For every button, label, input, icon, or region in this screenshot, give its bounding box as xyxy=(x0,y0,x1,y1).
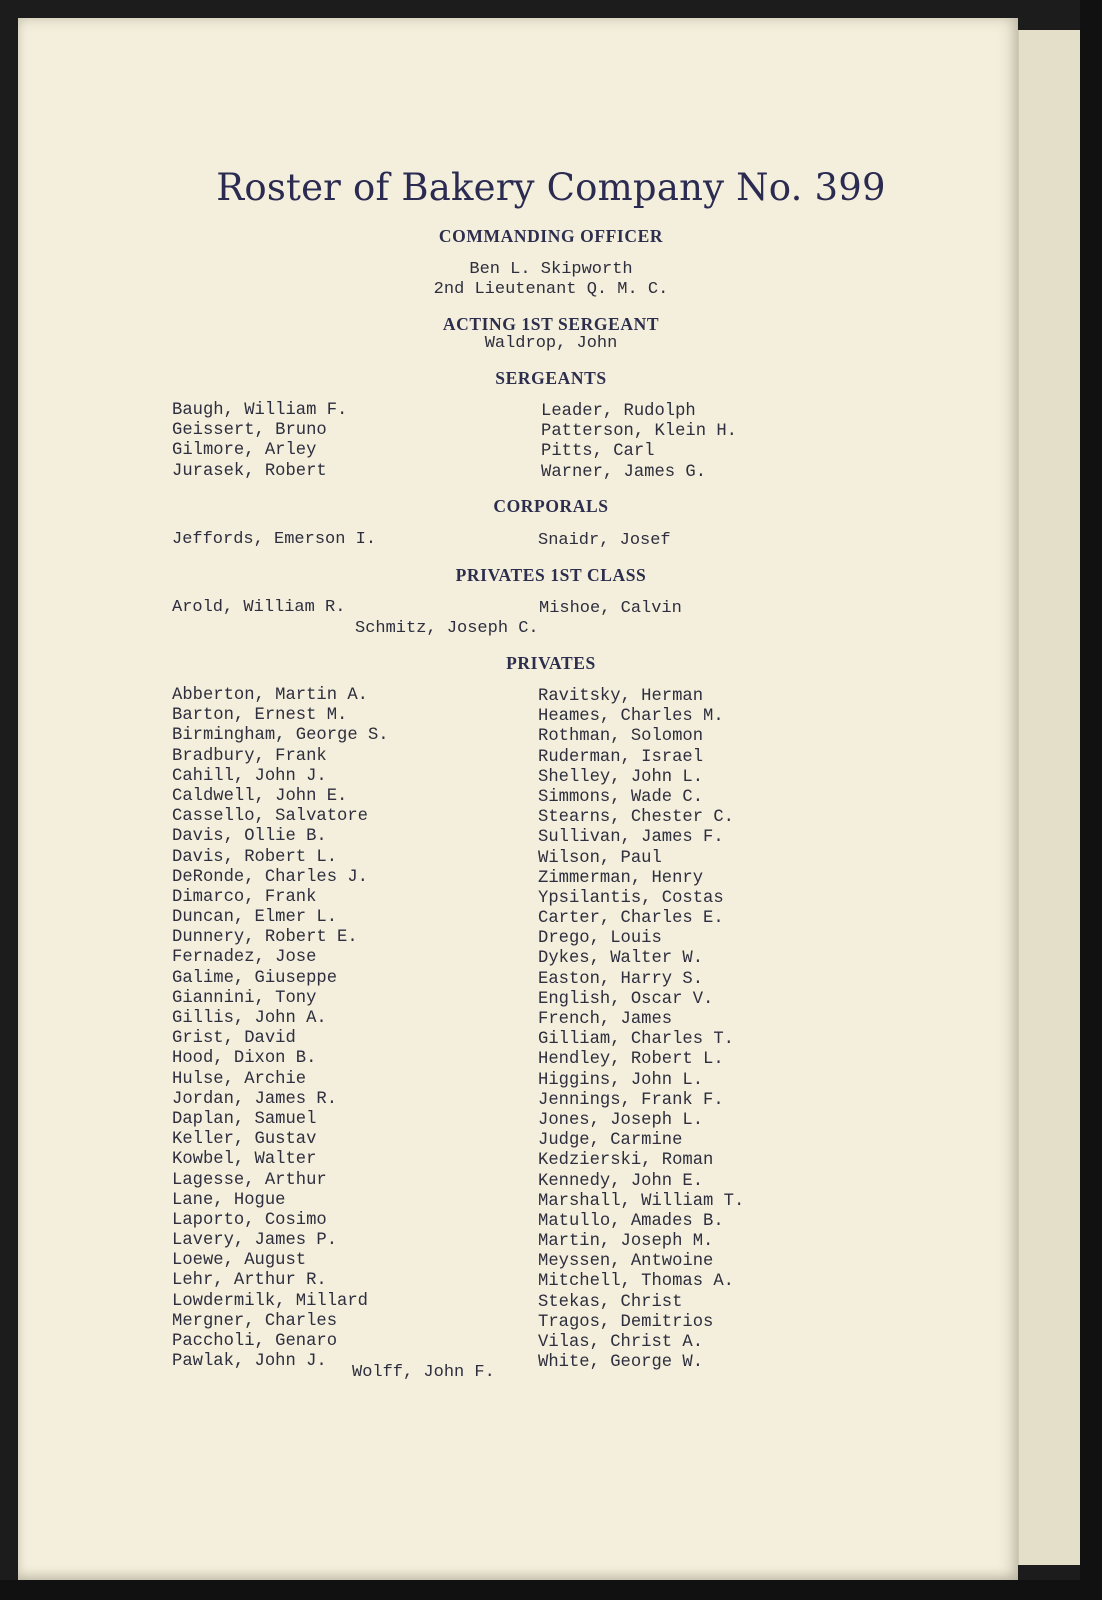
list-item: DeRonde, Charles J. xyxy=(172,867,368,887)
list-item: Kennedy, John E. xyxy=(538,1171,704,1191)
list-item: Heames, Charles M. xyxy=(538,707,724,727)
list-item: Lavery, James P. xyxy=(172,1231,338,1251)
list-item: Gilmore, Arley xyxy=(172,441,317,461)
list-item: Higgins, John L. xyxy=(538,1070,704,1090)
list-item: Loewe, August xyxy=(172,1251,307,1271)
private-first-class-right: Mishoe, Calvin xyxy=(539,599,682,618)
list-item: Gillis, John A. xyxy=(172,1009,327,1028)
privates-heading: PRIVATES xyxy=(506,653,596,673)
list-item: Galime, Giuseppe xyxy=(172,968,338,988)
list-item: Jurasek, Robert xyxy=(172,461,327,481)
list-item: Kowbel, Walter xyxy=(172,1150,317,1170)
list-item: Judge, Carmine xyxy=(538,1131,683,1151)
list-item: Dunnery, Robert E. xyxy=(172,928,358,948)
list-item: Leader, Rudolph xyxy=(541,402,696,421)
list-item: English, Oscar V. xyxy=(538,989,714,1009)
list-item: Daplan, Samuel xyxy=(172,1109,317,1129)
list-item: Dimarco, Frank xyxy=(172,887,317,907)
list-item: Ravitsky, Herman xyxy=(538,687,704,706)
list-item: Hood, Dixon B. xyxy=(172,1049,317,1069)
acting-sergeant-name: Waldrop, John xyxy=(484,334,618,353)
list-item: Jones, Joseph L. xyxy=(538,1110,704,1130)
list-item: Stekas, Christ xyxy=(538,1292,683,1312)
list-item: Rothman, Solomon xyxy=(538,727,704,747)
list-item: Dykes, Walter W. xyxy=(538,949,704,969)
list-item: Ruderman, Israel xyxy=(538,747,704,767)
privates-first-class-heading: PRIVATES 1ST CLASS xyxy=(455,565,647,585)
list-item: Hulse, Archie xyxy=(172,1069,307,1089)
list-item: Stearns, Chester C. xyxy=(538,808,734,828)
list-item: Gilliam, Charles T. xyxy=(538,1030,734,1050)
acting-sergeant-heading: ACTING 1ST SERGEANT xyxy=(442,314,660,334)
commanding-officer-heading: COMMANDING OFFICER xyxy=(438,226,664,246)
list-item: Lehr, Arthur R. xyxy=(172,1271,327,1291)
list-item: Shelley, John L. xyxy=(538,767,704,787)
list-item: Barton, Ernest M. xyxy=(172,706,348,726)
page-title: Roster of Bakery Company No. 399 xyxy=(216,166,886,209)
private-first-class-center: Schmitz, Joseph C. xyxy=(355,619,539,638)
list-item: Patterson, Klein H. xyxy=(541,422,737,442)
list-item: Fernadez, Jose xyxy=(172,948,317,968)
list-item: Zimmerman, Henry xyxy=(538,868,704,888)
corporals-heading: CORPORALS xyxy=(493,496,609,516)
sergeants-left-list xyxy=(172,401,347,482)
list-item: Duncan, Elmer L. xyxy=(172,908,338,928)
list-item: Lagesse, Arthur xyxy=(172,1170,327,1190)
document-page xyxy=(18,18,1018,1580)
list-item: Mitchell, Thomas A. xyxy=(538,1272,734,1292)
list-item: Keller, Gustav xyxy=(172,1130,317,1150)
list-item: Jennings, Frank F. xyxy=(538,1090,724,1110)
list-item: Pitts, Carl xyxy=(541,442,655,462)
list-item: Laporto, Cosimo xyxy=(172,1210,327,1230)
list-item: Matullo, Amades B. xyxy=(538,1211,724,1231)
list-item: Marshall, William T. xyxy=(538,1191,745,1211)
list-item: Davis, Ollie B. xyxy=(172,827,327,847)
list-item: Abberton, Martin A. xyxy=(172,686,368,705)
list-item: Grist, David xyxy=(172,1029,296,1049)
list-item: Mergner, Charles xyxy=(172,1311,338,1331)
list-item: Simmons, Wade C. xyxy=(538,787,704,807)
list-item: Ypsilantis, Costas xyxy=(538,888,724,908)
list-item: Lane, Hogue xyxy=(172,1190,286,1210)
list-item: Giannini, Tony xyxy=(172,988,317,1008)
list-item: Kedzierski, Roman xyxy=(538,1151,714,1171)
list-item: Hendley, Robert L. xyxy=(538,1050,724,1070)
list-item: Meyssen, Antwoine xyxy=(538,1252,714,1272)
list-item: Birmingham, George S. xyxy=(172,726,389,746)
list-item: Bradbury, Frank xyxy=(172,746,327,766)
list-item: Cassello, Salvatore xyxy=(172,807,368,827)
list-item: Pawlak, John J. xyxy=(172,1352,327,1372)
list-item: White, George W. xyxy=(538,1353,704,1373)
private-first-class-left: Arold, William R. xyxy=(172,598,346,617)
list-item: Easton, Harry S. xyxy=(538,969,704,989)
list-item: Drego, Louis xyxy=(538,929,662,949)
list-item: Martin, Joseph M. xyxy=(538,1232,714,1252)
sergeants-heading: SERGEANTS xyxy=(495,368,607,388)
list-item: Carter, Charles E. xyxy=(538,909,724,929)
private-last-centered: Wolff, John F. xyxy=(352,1363,495,1382)
list-item: Davis, Robert L. xyxy=(172,847,338,867)
privates-right-list xyxy=(538,687,744,1373)
corporal-right: Snaidr, Josef xyxy=(538,531,671,550)
commanding-officer-name: Ben L. Skipworth xyxy=(469,260,633,279)
privates-left-list xyxy=(172,686,389,1372)
list-item: Jordan, James R. xyxy=(172,1089,338,1109)
list-item: Tragos, Demitrios xyxy=(538,1312,714,1332)
list-item: Wilson, Paul xyxy=(538,848,662,868)
list-item: Geissert, Bruno xyxy=(172,421,327,441)
list-item: Lowdermilk, Millard xyxy=(172,1291,368,1311)
sergeants-right-list xyxy=(541,402,737,483)
list-item: Cahill, John J. xyxy=(172,766,327,786)
list-item: Paccholi, Genaro xyxy=(172,1332,338,1351)
list-item: Warner, James G. xyxy=(541,462,707,482)
list-item: Sullivan, James F. xyxy=(538,828,724,848)
list-item: French, James xyxy=(538,1010,673,1029)
list-item: Vilas, Christ A. xyxy=(538,1333,704,1352)
list-item: Caldwell, John E. xyxy=(172,786,348,806)
corporal-left: Jeffords, Emerson I. xyxy=(172,530,377,549)
list-item: Baugh, William F. xyxy=(172,401,348,420)
commanding-officer-rank: 2nd Lieutenant Q. M. C. xyxy=(433,280,669,299)
scan-border-bottom xyxy=(0,1580,1102,1600)
